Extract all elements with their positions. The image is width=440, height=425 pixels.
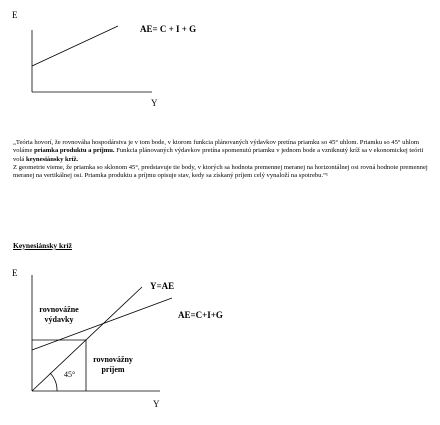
- paragraph-text-1: „Teória hovorí, že rovnováha hospodárstva je v tom bode, v ktorom funkcia plánovaných výdavkov pretína priamku so 45° uhlom. Priamku so 45° uhlom voláme: [13, 139, 420, 155]
- bottom-axis-x-label: Y: [153, 399, 160, 409]
- paragraph-bold-term-2: keynesiánsky kríž.: [26, 155, 79, 163]
- angle-arc: [50, 373, 57, 391]
- equilibrium-income-label: [88, 355, 138, 375]
- angle-label: 45°: [64, 370, 76, 379]
- top-graph: [32, 26, 152, 92]
- bottom-axis-y-label: E: [12, 268, 18, 278]
- paragraph-bold-term-1: priamka produktu a príjmu.: [34, 147, 115, 155]
- equilibrium-spending-line2: výdavky: [44, 315, 74, 324]
- equilibrium-income-line2: príjem: [101, 365, 125, 374]
- equilibrium-spending-label: [32, 305, 86, 325]
- ae-line-label: AE=C+I+G: [178, 310, 223, 320]
- top-axis-x-label: Y: [151, 98, 158, 108]
- equilibrium-spending-line1: rovnovážne: [39, 305, 79, 314]
- diagonal-45-line: [32, 287, 142, 391]
- section-title: Keynesiánsky kríž: [13, 241, 72, 250]
- top-ae-line: [32, 26, 118, 66]
- diagonal-label: Y=AE: [150, 281, 175, 291]
- paragraph-text-2: Funkcia plánovaných výdavkov pretína spomenutú priamku v jednom bode a vzniknutý kríž sa v ekonomickej teórii volá: [13, 147, 424, 163]
- equilibrium-income-line1: rovnovážny: [93, 355, 133, 364]
- top-axis-y-label: E: [12, 10, 18, 20]
- top-ae-label: AE= C + I + G: [140, 24, 197, 34]
- paragraph-text-3: Z geometrie vieme, že priamka so sklonom 45°, predstavuje tie body, v ktorých sa hodnota premennej meranej na horizontálnej osi rovná hodnote premennej meranej na vertikálnej osi. Priamka produktu a príjmu opisuje stav, kedy sa získaný príjem celý vynaloží na spotrebu.“¹: [13, 163, 428, 180]
- theory-paragraph: [13, 139, 433, 180]
